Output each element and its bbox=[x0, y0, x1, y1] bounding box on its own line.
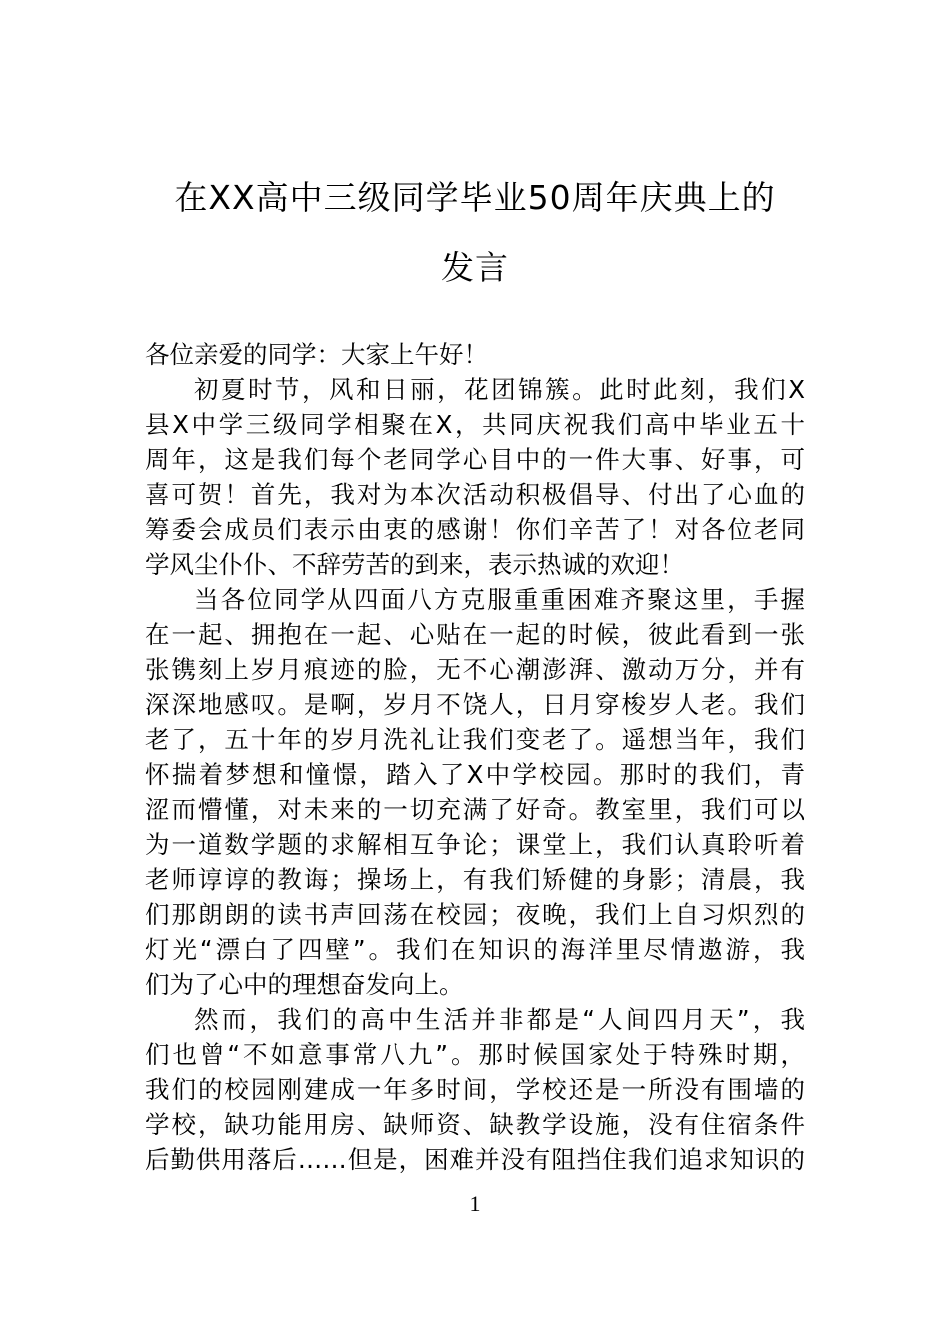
page-number: 1 bbox=[469, 1191, 481, 1216]
paragraph-2-line-5: 老了，五十年的岁月洗礼让我们变老了。遥想当年，我们 bbox=[145, 725, 805, 754]
paragraph-2-line-8: 为一道数学题的求解相互争论；课堂上，我们认真聆听着 bbox=[145, 830, 805, 859]
document-title-line-2: 发言 bbox=[441, 248, 509, 287]
paragraph-2-line-7: 涩而懵懂，对未来的一切充满了好奇。教室里，我们可以 bbox=[145, 795, 805, 824]
paragraph-3-line-4: 学校，缺功能用房、缺师资、缺教学设施，没有住宿条件 bbox=[145, 1110, 805, 1139]
paragraph-2-line-2: 在一起、拥抱在一起、心贴在一起的时候，彼此看到一张 bbox=[145, 620, 805, 649]
paragraph-3-line-5: 后勤供用落后……但是，困难并没有阻挡住我们追求知识的 bbox=[145, 1145, 805, 1174]
paragraph-1-line-2: 县X中学三级同学相聚在X，共同庆祝我们高中毕业五十 bbox=[145, 410, 805, 439]
document-body bbox=[145, 337, 805, 1177]
document-title-line-1: 在XX高中三级同学毕业50周年庆典上的 bbox=[174, 178, 776, 217]
paragraph-2-line-6: 怀揣着梦想和憧憬，踏入了X中学校园。那时的我们，青 bbox=[145, 760, 805, 789]
paragraph-2-line-4: 深深地感叹。是啊，岁月不饶人，日月穿梭岁人老。我们 bbox=[145, 690, 805, 719]
paragraph-2-line-1: 当各位同学从四面八方克服重重困难齐聚这里，手握 bbox=[194, 585, 805, 614]
paragraph-2-line-12: 们为了心中的理想奋发向上。 bbox=[145, 970, 464, 999]
paragraph-2-line-11: 灯光“漂白了四壁”。我们在知识的海洋里尽情遨游，我 bbox=[145, 935, 805, 964]
paragraph-2-line-9: 老师谆谆的教诲；操场上，有我们矫健的身影；清晨，我 bbox=[145, 865, 805, 894]
paragraph-1-line-3: 周年，这是我们每个老同学心目中的一件大事、好事，可 bbox=[145, 445, 805, 474]
paragraph-2-line-10: 们那朗朗的读书声回荡在校园；夜晚，我们上自习炽烈的 bbox=[145, 900, 805, 929]
paragraph-2-line-3: 张镌刻上岁月痕迹的脸，无不心潮澎湃、激动万分，并有 bbox=[145, 655, 805, 684]
paragraph-1-line-5: 筹委会成员们表示由衷的感谢！你们辛苦了！对各位老同 bbox=[145, 515, 805, 544]
paragraph-3-line-2: 们也曾“不如意事常八九”。那时候国家处于特殊时期， bbox=[145, 1040, 805, 1069]
salutation: 各位亲爱的同学：大家上午好！ bbox=[145, 340, 488, 369]
paragraph-1-line-1: 初夏时节，风和日丽，花团锦簇。此时此刻，我们X bbox=[194, 375, 805, 404]
paragraph-1-line-6: 学风尘仆仆、不辞劳苦的到来，表示热诚的欢迎！ bbox=[145, 550, 684, 579]
paragraph-3-line-3: 我们的校园刚建成一年多时间，学校还是一所没有围墙的 bbox=[145, 1075, 805, 1104]
paragraph-3-line-1: 然而，我们的高中生活并非都是“人间四月天”，我 bbox=[194, 1005, 805, 1034]
paragraph-1-line-4: 喜可贺！首先，我对为本次活动积极倡导、付出了心血的 bbox=[145, 480, 805, 509]
